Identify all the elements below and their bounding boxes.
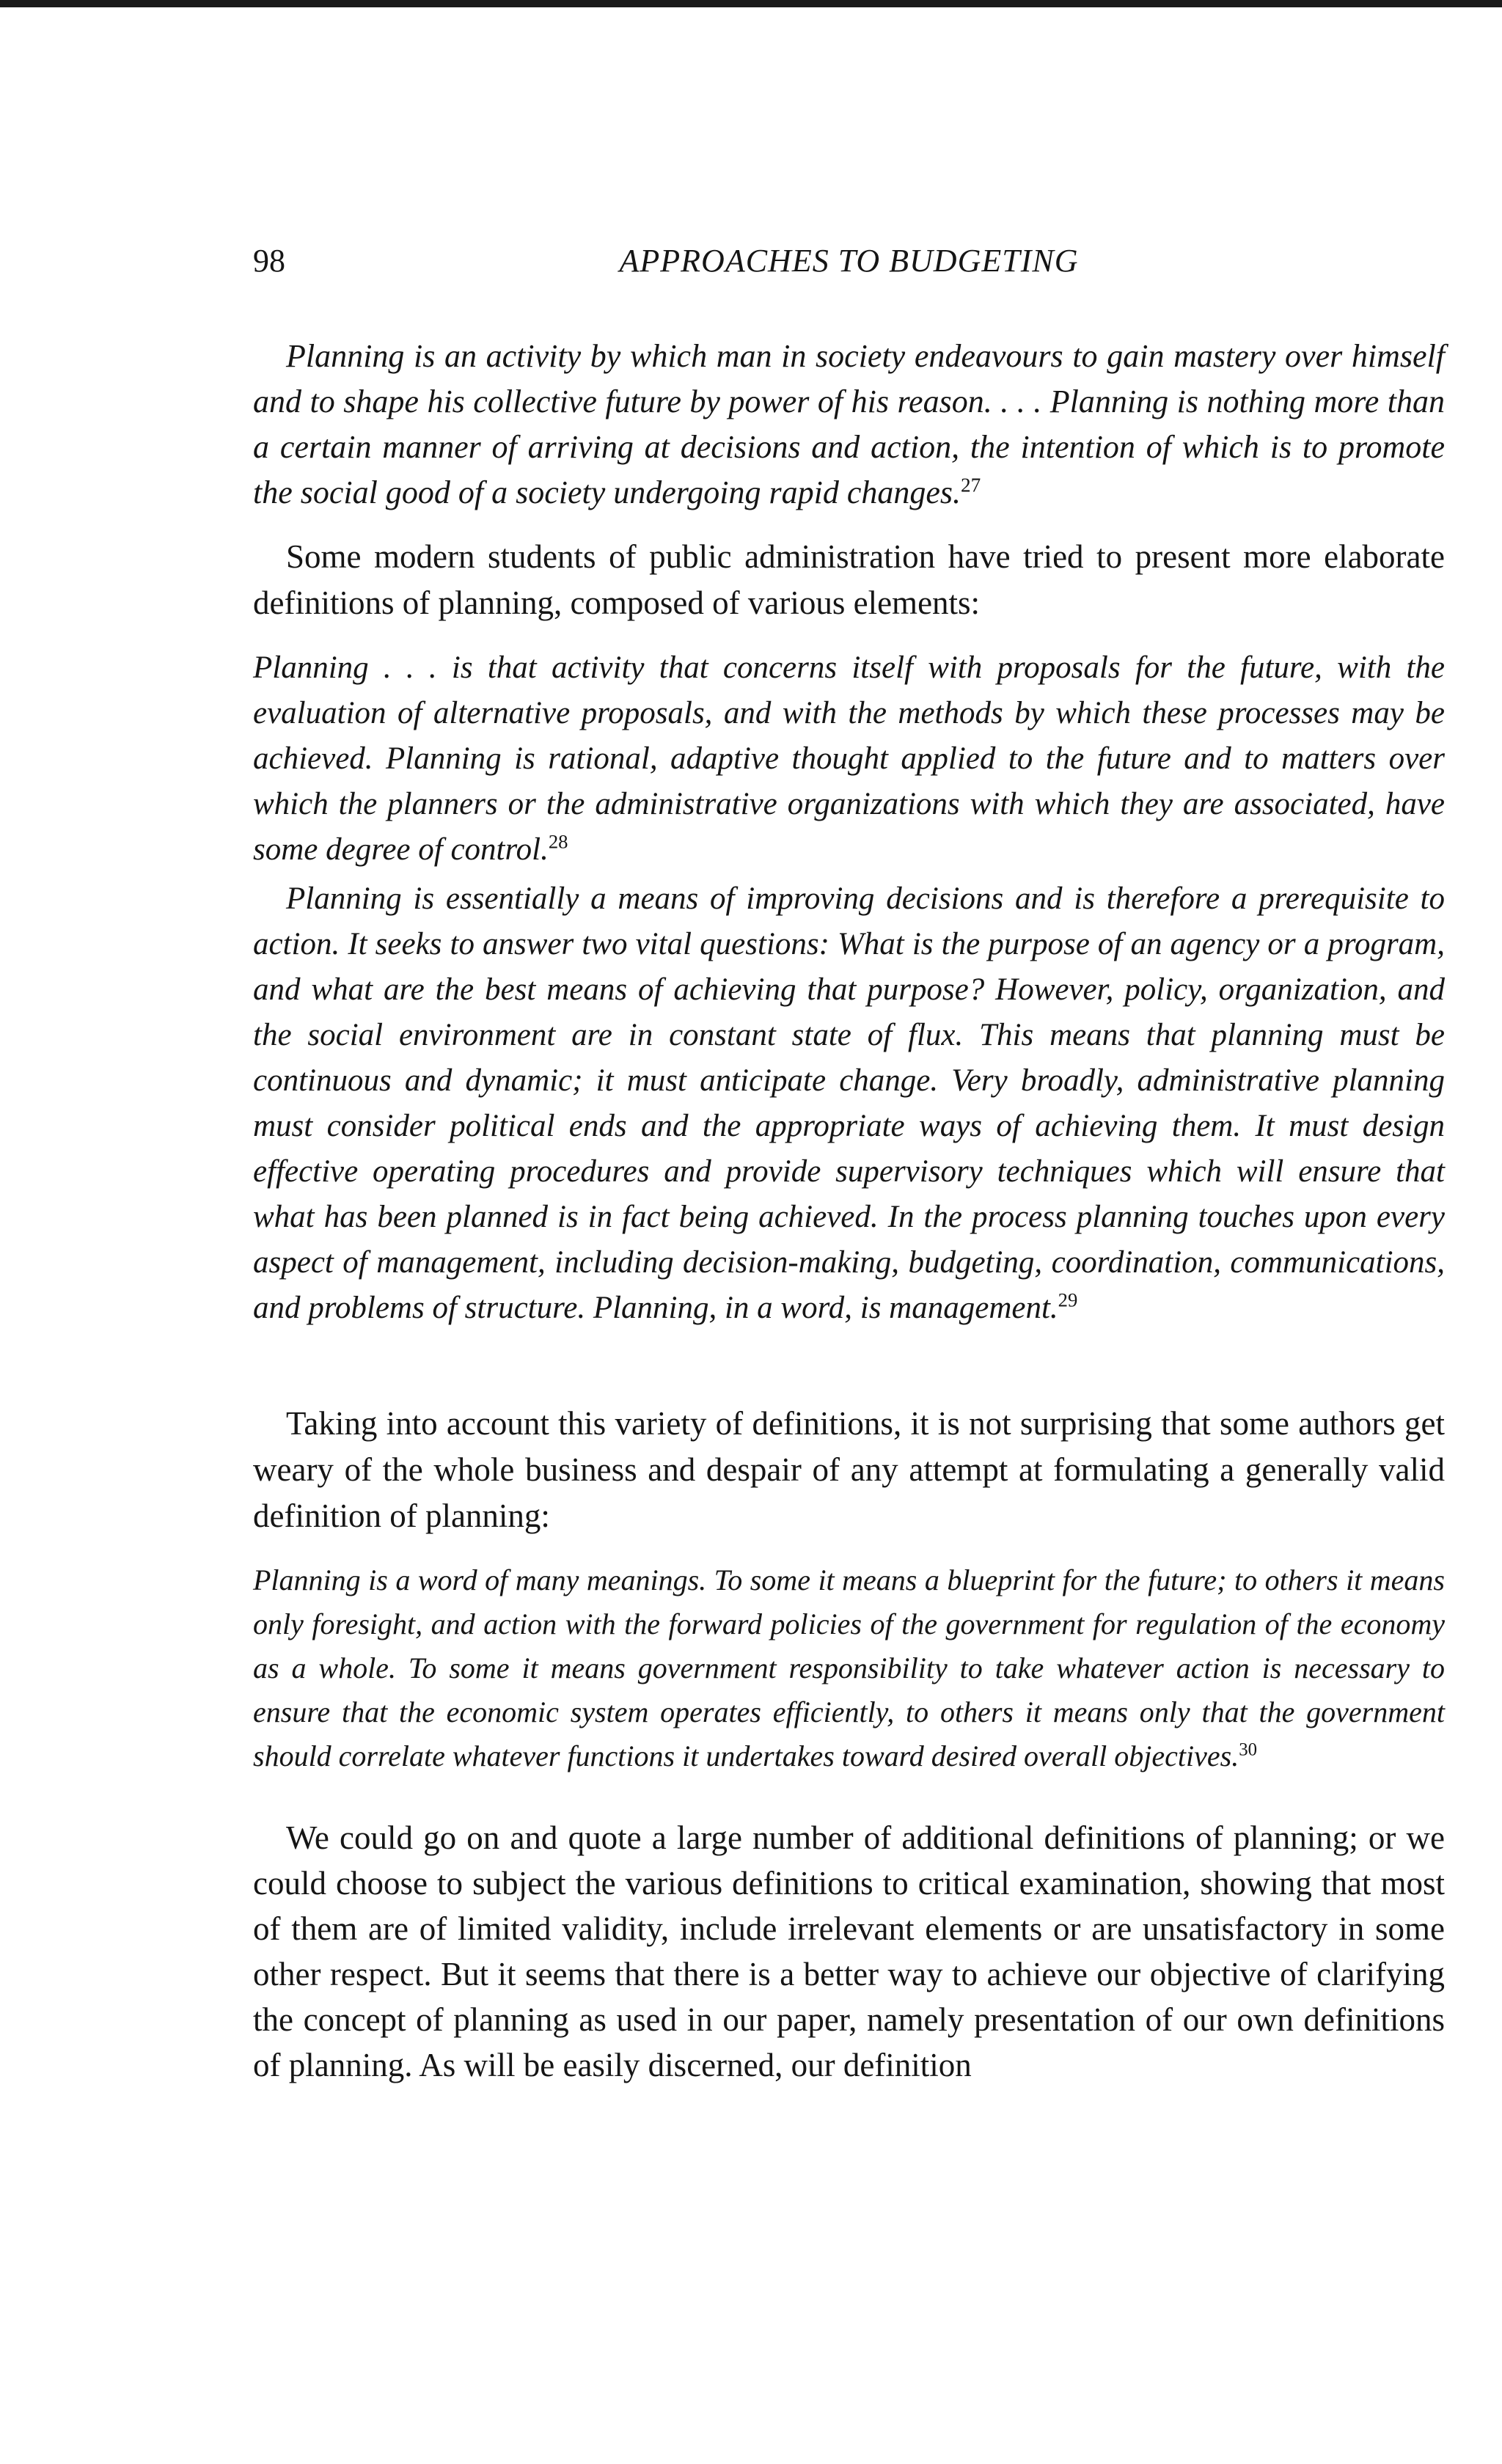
body-paragraph-2: Taking into account this variety of definitions, it is not surprising that some authors get weary of the whole business and despair of any attempt at formulating a generally valid definition of planning: [253, 1405, 1445, 1534]
quote-text: Planning . . . is that activity that concerns itself with proposals for the future, with the evaluation of alternative proposals, and with the methods by which these processes may be achieved. Planning is rational, adaptive thought applied to the future and to matters over which the planners or the administrative organizations with which they are associated, have some degree of control. [253, 650, 1445, 867]
body-paragraph-1: Some modern students of public administration have tried to present more elaborate definitions of planning, composed of various elements: [253, 538, 1445, 621]
scan-top-rule [0, 0, 1502, 7]
block-quote-29 [253, 876, 1445, 1331]
body-paragraph-3: We could go on and quote a large number of additional definitions of planning; or we could choose to subject the various definitions to critical examination, showing that most of them are of limited validity, include irrelevant elements or are unsatisfactory in some other respect. But it seems that there is a better way to achieve our objective of clarifying the concept of planning as used in our paper, namely presentation of our own definitions of planning. As will be easily discerned, our definition [253, 1819, 1445, 2083]
running-title: APPROACHES TO BUDGETING [619, 243, 1079, 279]
quote-text: Planning is an activity by which man in society endeavours to gain mastery over himself and to shape his collective future by power of his reason. . . . Planning is nothing more than a certain manner of arriving at decisions and action, the intention of which is to promote the social good of a society undergoing rapid changes. [253, 338, 1445, 510]
page-header [253, 242, 1445, 286]
quote-text: Planning is a word of many meanings. To some it means a blueprint for the future; to others it means only foresight, and action with the forward policies of the government for regulation of the economy as a whole. To some it means government responsibility to take whatever action is necessary to ensure that the economic system operates efficiently, to others it means only that the government should correlate whatever functions it undertakes toward desired overall objectives. [253, 1563, 1445, 1772]
footnote-marker-28: 28 [548, 830, 568, 853]
footnote-marker-27: 27 [961, 474, 981, 496]
page-number: 98 [253, 243, 285, 279]
footnote-marker-29: 29 [1058, 1288, 1078, 1311]
quote-text: Planning is essentially a means of improving decisions and is therefore a prerequisite to action. It seeks to answer two vital questions: What is the purpose of an agency or a program, and what are the best means of achieving that purpose? However, policy, organization, and the social environment are in constant state of flux. This means that planning must be continuous and dynamic; it must anticipate change. Very broadly, administrative planning must consider political ends and the appropriate ways of achieving them. It must design effective operating procedures and provide supervisory techniques which will ensure that what has been planned is in fact being achieved. In the process planning touches upon every aspect of management, including decision-making, budgeting, coordination, communications, and problems of structure. Planning, in a word, is management. [253, 881, 1445, 1325]
footnote-marker-30: 30 [1239, 1739, 1257, 1760]
block-quote-27 [253, 334, 1445, 516]
block-quote-30 [253, 1558, 1445, 1778]
block-quote-28 [253, 645, 1445, 873]
